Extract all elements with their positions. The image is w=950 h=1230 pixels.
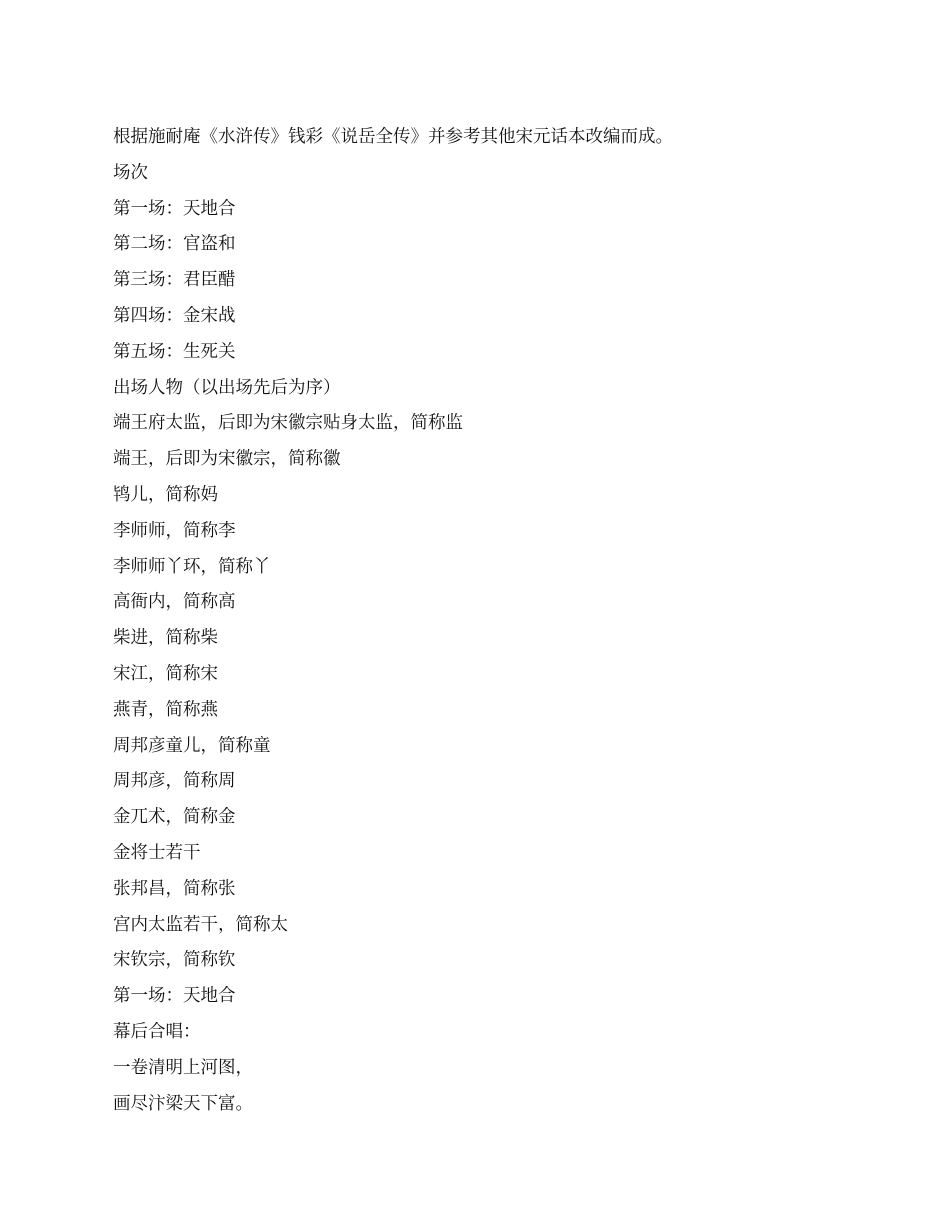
character-item: 鸨儿，简称妈 (113, 484, 218, 505)
character-item: 金兀术，简称金 (113, 807, 236, 828)
lyric-line: 画尽汴梁天下富。 (113, 1093, 253, 1114)
character-item: 李师师，简称李 (113, 520, 236, 541)
character-item: 端王府太监，后即为宋徽宗贴身太监，简称监 (113, 413, 463, 434)
character-item: 端王，后即为宋徽宗，简称徽 (113, 449, 341, 470)
section-heading-characters: 出场人物（以出场先后为序） (113, 377, 341, 398)
document-body (113, 120, 890, 1122)
scene-item: 第五场：生死关 (113, 341, 236, 362)
character-item: 柴进，简称柴 (113, 628, 218, 649)
lyric-line: 一卷清明上河图， (113, 1057, 253, 1078)
scene-item: 第二场：官盗和 (113, 234, 236, 255)
intro-line: 根据施耐庵《水浒传》钱彩《说岳全传》并参考其他宋元话本改编而成。 (113, 127, 673, 147)
character-item: 金将士若干 (113, 842, 201, 863)
character-item: 宫内太监若干，简称太 (113, 914, 288, 935)
character-item: 燕青，简称燕 (113, 699, 218, 720)
scene-item: 第四场：金宋战 (113, 305, 236, 326)
stage-direction: 幕后合唱： (113, 1021, 201, 1042)
character-item: 宋江，简称宋 (113, 663, 218, 684)
scene-title: 第一场：天地合 (113, 986, 236, 1007)
character-item: 李师师丫环，简称丫 (113, 556, 271, 577)
character-item: 宋钦宗，简称钦 (113, 950, 236, 971)
character-item: 周邦彦童儿，简称童 (113, 735, 271, 756)
scene-item: 第一场：天地合 (113, 198, 236, 219)
character-item: 周邦彦，简称周 (113, 771, 236, 792)
character-item: 高衙内，简称高 (113, 592, 236, 613)
section-heading-scenes: 场次 (113, 162, 148, 183)
scene-item: 第三场：君臣醋 (113, 270, 236, 291)
character-item: 张邦昌，简称张 (113, 878, 236, 899)
